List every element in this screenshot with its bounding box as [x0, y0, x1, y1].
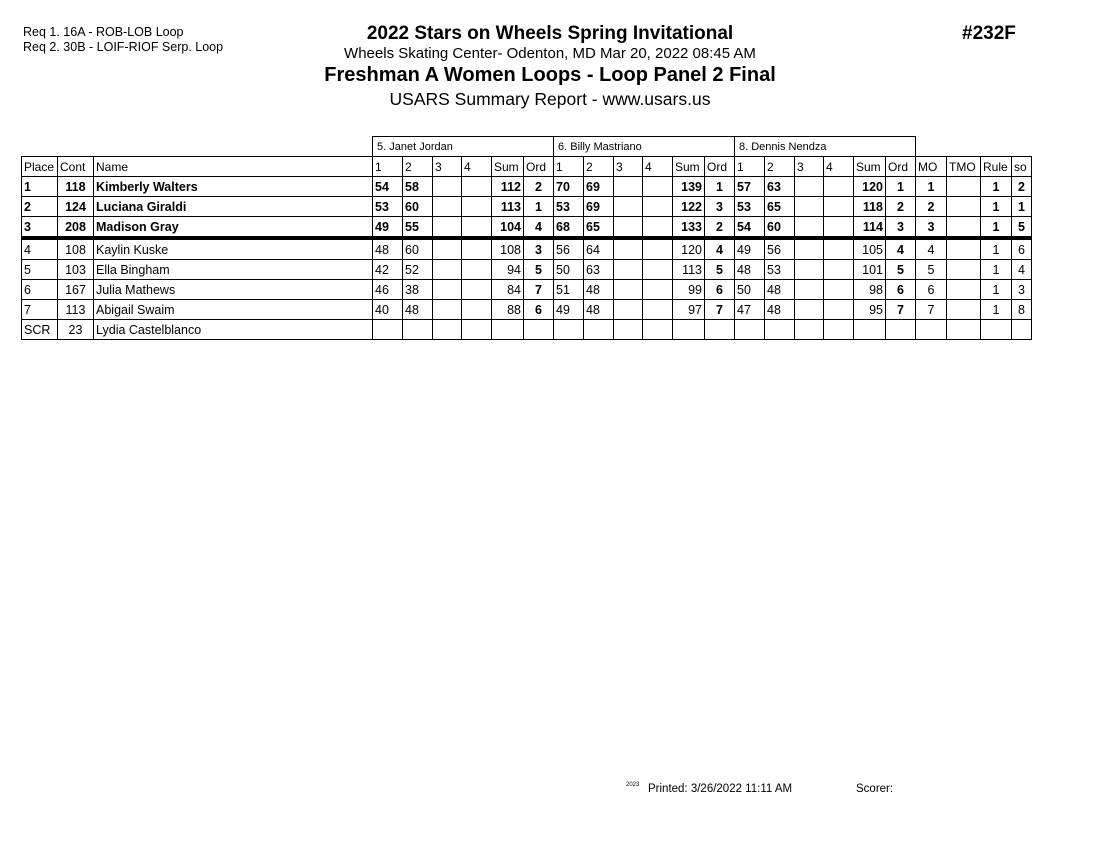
- judge-score-cell: 139: [673, 177, 705, 197]
- judge-score-cell: [886, 320, 916, 340]
- judge-score-cell: 48: [765, 300, 795, 320]
- judge-score-cell: 69: [584, 177, 614, 197]
- judge-score-cell: 70: [554, 177, 584, 197]
- judge-score-cell: [403, 320, 433, 340]
- judge-score-cell: 50: [554, 260, 584, 280]
- judge-score-cell: 48: [735, 260, 765, 280]
- judge-score-cell: [462, 300, 492, 320]
- place-cell: 4: [22, 238, 58, 260]
- requirement-1: Req 1. 16A - ROB-LOB Loop: [23, 25, 184, 39]
- judge-score-cell: 7: [886, 300, 916, 320]
- judge-score-cell: 47: [735, 300, 765, 320]
- judge-score-cell: [854, 320, 886, 340]
- column-header-so: so: [1012, 157, 1032, 177]
- column-header-rule: Rule: [981, 157, 1012, 177]
- judge-score-cell: [462, 238, 492, 260]
- judge-score-cell: 120: [854, 177, 886, 197]
- table-row: [22, 260, 1032, 280]
- column-header-judge-ord: Ord: [524, 157, 554, 177]
- judge-score-cell: [433, 197, 462, 217]
- column-header-tmo: TMO: [947, 157, 981, 177]
- judge-score-cell: [795, 300, 824, 320]
- column-header-judge-2: 2: [765, 157, 795, 177]
- judge-score-cell: 99: [673, 280, 705, 300]
- column-header-place: Place: [22, 157, 58, 177]
- judge-score-cell: 5: [705, 260, 735, 280]
- judge-score-cell: [824, 197, 854, 217]
- judge-score-cell: 68: [554, 217, 584, 239]
- report-title: USARS Summary Report - www.usars.us: [389, 89, 711, 109]
- judge-score-cell: [492, 320, 524, 340]
- tmo-cell: [947, 197, 981, 217]
- judge-score-cell: [643, 177, 673, 197]
- judge-score-cell: 53: [554, 197, 584, 217]
- place-cell: 5: [22, 260, 58, 280]
- so-cell: 2: [1012, 177, 1032, 197]
- judge-score-cell: [643, 238, 673, 260]
- judge-score-cell: 114: [854, 217, 886, 239]
- scorer-label: Scorer:: [856, 783, 894, 795]
- judge-score-cell: [614, 320, 643, 340]
- judge-score-cell: 1: [524, 197, 554, 217]
- judge-score-cell: 105: [854, 238, 886, 260]
- judge-score-cell: 49: [735, 238, 765, 260]
- column-header-judge-sum: Sum: [492, 157, 524, 177]
- judge-score-cell: 42: [373, 260, 403, 280]
- column-header-cont: Cont: [58, 157, 94, 177]
- judge-score-cell: 55: [403, 217, 433, 239]
- rule-cell: 1: [981, 197, 1012, 217]
- mo-cell: 6: [916, 280, 947, 300]
- judge-score-cell: 52: [403, 260, 433, 280]
- judge-score-cell: [643, 320, 673, 340]
- tmo-cell: [947, 260, 981, 280]
- judge-score-cell: 97: [673, 300, 705, 320]
- judge-score-cell: 95: [854, 300, 886, 320]
- judge-score-cell: [795, 197, 824, 217]
- judge-score-cell: [433, 320, 462, 340]
- contestant-number-cell: 118: [58, 177, 94, 197]
- rule-cell: 1: [981, 300, 1012, 320]
- column-header-judge-ord: Ord: [705, 157, 735, 177]
- skater-name-cell: Kaylin Kuske: [94, 238, 373, 260]
- judge-score-cell: [795, 260, 824, 280]
- table-row: [22, 217, 1032, 239]
- column-header-row: [22, 157, 1032, 177]
- column-header-judge-1: 1: [554, 157, 584, 177]
- mo-cell: [916, 320, 947, 340]
- judge-score-cell: [643, 280, 673, 300]
- judge-score-cell: [795, 238, 824, 260]
- tmo-cell: [947, 217, 981, 239]
- so-cell: 3: [1012, 280, 1032, 300]
- judge-score-cell: [673, 320, 705, 340]
- judge-score-cell: 113: [673, 260, 705, 280]
- judge-score-cell: 112: [492, 177, 524, 197]
- judge-score-cell: 118: [854, 197, 886, 217]
- judge-score-cell: [643, 260, 673, 280]
- so-cell: 4: [1012, 260, 1032, 280]
- judge-score-cell: [373, 320, 403, 340]
- judge-score-cell: 48: [584, 280, 614, 300]
- judge-score-cell: 64: [584, 238, 614, 260]
- so-cell: 5: [1012, 217, 1032, 239]
- judge-score-cell: [614, 217, 643, 239]
- judge-score-cell: 65: [584, 217, 614, 239]
- judge-score-cell: [462, 260, 492, 280]
- judge-score-cell: 1: [705, 177, 735, 197]
- judge-score-cell: 5: [886, 260, 916, 280]
- judge-score-cell: [433, 300, 462, 320]
- tmo-cell: [947, 300, 981, 320]
- judge-score-cell: 50: [735, 280, 765, 300]
- competition-title: 2022 Stars on Wheels Spring Invitational: [366, 23, 734, 44]
- judge-score-cell: 4: [524, 217, 554, 239]
- judge-score-cell: [614, 300, 643, 320]
- judge-score-cell: 48: [373, 238, 403, 260]
- skater-name-cell: Julia Mathews: [94, 280, 373, 300]
- table-row: [22, 300, 1032, 320]
- judge-score-cell: 4: [886, 238, 916, 260]
- column-header-judge-1: 1: [373, 157, 403, 177]
- contestant-number-cell: 103: [58, 260, 94, 280]
- judge-score-cell: [433, 177, 462, 197]
- rule-cell: 1: [981, 280, 1012, 300]
- column-header-judge-3: 3: [795, 157, 824, 177]
- skater-name-cell: Madison Gray: [94, 217, 373, 239]
- judge-score-cell: 53: [735, 197, 765, 217]
- tmo-cell: [947, 177, 981, 197]
- judge-score-cell: [824, 217, 854, 239]
- venue-line: Wheels Skating Center- Odenton, MD Mar 20, 2022 08:45 AM: [344, 45, 756, 62]
- judge-score-cell: 46: [373, 280, 403, 300]
- judge-score-cell: [824, 177, 854, 197]
- judge-score-cell: [614, 197, 643, 217]
- judge-score-cell: 113: [492, 197, 524, 217]
- judge-score-cell: 56: [554, 238, 584, 260]
- judge-score-cell: 88: [492, 300, 524, 320]
- contestant-number-cell: 124: [58, 197, 94, 217]
- contestant-number-cell: 113: [58, 300, 94, 320]
- skater-name-cell: Lydia Castelblanco: [94, 320, 373, 340]
- column-header-judge-1: 1: [735, 157, 765, 177]
- judge-score-cell: [462, 177, 492, 197]
- table-row: [22, 280, 1032, 300]
- judge-score-cell: 120: [673, 238, 705, 260]
- rule-cell: 1: [981, 177, 1012, 197]
- mo-cell: 4: [916, 238, 947, 260]
- judge-score-cell: [705, 320, 735, 340]
- table-row: [22, 238, 1032, 260]
- contestant-number-cell: 108: [58, 238, 94, 260]
- judge-score-cell: [824, 260, 854, 280]
- contestant-number-cell: 167: [58, 280, 94, 300]
- place-cell: 3: [22, 217, 58, 239]
- judge-name: 8. Dennis Nendza: [735, 137, 916, 157]
- judge-score-cell: [462, 320, 492, 340]
- so-cell: 8: [1012, 300, 1032, 320]
- rule-cell: 1: [981, 217, 1012, 239]
- judge-score-cell: [795, 320, 824, 340]
- so-cell: [1012, 320, 1032, 340]
- judge-score-cell: [765, 320, 795, 340]
- judge-score-cell: 7: [705, 300, 735, 320]
- place-cell: 6: [22, 280, 58, 300]
- judge-score-cell: 2: [524, 177, 554, 197]
- judge-score-cell: 54: [735, 217, 765, 239]
- judge-score-cell: 57: [735, 177, 765, 197]
- judge-score-cell: 60: [403, 238, 433, 260]
- judge-score-cell: 6: [524, 300, 554, 320]
- judge-score-cell: [824, 238, 854, 260]
- printed-timestamp: Printed: 3/26/2022 11:11 AM: [648, 783, 793, 795]
- judge-score-cell: 98: [854, 280, 886, 300]
- table-row: [22, 197, 1032, 217]
- judge-score-cell: 6: [705, 280, 735, 300]
- judge-header-row: [22, 137, 1032, 157]
- judge-score-cell: 48: [403, 300, 433, 320]
- judge-row-spacer: [916, 137, 1032, 157]
- judge-score-cell: 48: [584, 300, 614, 320]
- requirement-2: Req 2. 30B - LOIF-RIOF Serp. Loop: [23, 40, 224, 54]
- contestant-number-cell: 208: [58, 217, 94, 239]
- column-header-name: Name: [94, 157, 373, 177]
- judge-score-cell: 38: [403, 280, 433, 300]
- mo-cell: 7: [916, 300, 947, 320]
- column-header-mo: MO: [916, 157, 947, 177]
- judge-score-cell: 104: [492, 217, 524, 239]
- judge-score-cell: [584, 320, 614, 340]
- tmo-cell: [947, 320, 981, 340]
- rule-cell: 1: [981, 260, 1012, 280]
- judge-score-cell: [433, 238, 462, 260]
- column-header-judge-2: 2: [403, 157, 433, 177]
- judge-score-cell: 54: [373, 177, 403, 197]
- judge-score-cell: 53: [765, 260, 795, 280]
- column-header-judge-3: 3: [433, 157, 462, 177]
- judge-score-cell: 7: [524, 280, 554, 300]
- judge-score-cell: [795, 217, 824, 239]
- judge-score-cell: 101: [854, 260, 886, 280]
- tmo-cell: [947, 280, 981, 300]
- judge-score-cell: 3: [886, 217, 916, 239]
- judge-score-cell: [824, 300, 854, 320]
- place-cell: 7: [22, 300, 58, 320]
- skater-name-cell: Kimberly Walters: [94, 177, 373, 197]
- judge-score-cell: 6: [886, 280, 916, 300]
- skater-name-cell: Ella Bingham: [94, 260, 373, 280]
- rule-cell: 1: [981, 238, 1012, 260]
- judge-score-cell: 3: [705, 197, 735, 217]
- rule-cell: [981, 320, 1012, 340]
- table-row: [22, 320, 1032, 340]
- judge-score-cell: 94: [492, 260, 524, 280]
- table-row: [22, 177, 1032, 197]
- judge-score-cell: [433, 260, 462, 280]
- requirements-list: [23, 25, 223, 55]
- judge-score-cell: [795, 177, 824, 197]
- event-title: Freshman A Women Loops - Loop Panel 2 Final: [324, 64, 776, 86]
- judge-score-cell: 51: [554, 280, 584, 300]
- column-header-judge-sum: Sum: [854, 157, 886, 177]
- judge-score-cell: [462, 280, 492, 300]
- judge-name: 6. Billy Mastriano: [554, 137, 735, 157]
- column-header-judge-4: 4: [462, 157, 492, 177]
- judge-score-cell: [433, 217, 462, 239]
- skater-name-cell: Luciana Giraldi: [94, 197, 373, 217]
- judge-score-cell: 63: [584, 260, 614, 280]
- judge-score-cell: 40: [373, 300, 403, 320]
- place-cell: 2: [22, 197, 58, 217]
- mo-cell: 1: [916, 177, 947, 197]
- judge-score-cell: [462, 217, 492, 239]
- judge-score-cell: 49: [554, 300, 584, 320]
- results-table: [21, 136, 1032, 340]
- judge-score-cell: 122: [673, 197, 705, 217]
- column-header-judge-ord: Ord: [886, 157, 916, 177]
- mo-cell: 2: [916, 197, 947, 217]
- judge-score-cell: [614, 238, 643, 260]
- so-cell: 6: [1012, 238, 1032, 260]
- column-header-judge-2: 2: [584, 157, 614, 177]
- judge-score-cell: 60: [765, 217, 795, 239]
- judge-score-cell: [643, 300, 673, 320]
- so-cell: 1: [1012, 197, 1032, 217]
- column-header-judge-4: 4: [643, 157, 673, 177]
- judge-score-cell: 69: [584, 197, 614, 217]
- judge-score-cell: [735, 320, 765, 340]
- column-header-judge-3: 3: [614, 157, 643, 177]
- judge-score-cell: [433, 280, 462, 300]
- judge-score-cell: 2: [705, 217, 735, 239]
- column-header-judge-4: 4: [824, 157, 854, 177]
- judge-score-cell: 48: [765, 280, 795, 300]
- skater-name-cell: Abigail Swaim: [94, 300, 373, 320]
- judge-score-cell: [824, 320, 854, 340]
- judge-score-cell: 60: [403, 197, 433, 217]
- judge-score-cell: 65: [765, 197, 795, 217]
- judge-score-cell: 5: [524, 260, 554, 280]
- judge-score-cell: 133: [673, 217, 705, 239]
- judge-score-cell: [795, 280, 824, 300]
- judge-score-cell: [824, 280, 854, 300]
- judge-score-cell: [462, 197, 492, 217]
- judge-score-cell: [524, 320, 554, 340]
- column-header-judge-sum: Sum: [673, 157, 705, 177]
- mo-cell: 3: [916, 217, 947, 239]
- judge-score-cell: 2: [886, 197, 916, 217]
- judge-score-cell: [643, 197, 673, 217]
- judge-score-cell: 53: [373, 197, 403, 217]
- judge-name: 5. Janet Jordan: [373, 137, 554, 157]
- judge-score-cell: [614, 177, 643, 197]
- judge-score-cell: 58: [403, 177, 433, 197]
- judge-score-cell: [554, 320, 584, 340]
- event-number: #232F: [962, 23, 1016, 44]
- judge-score-cell: [643, 217, 673, 239]
- contestant-number-cell: 23: [58, 320, 94, 340]
- judge-score-cell: 3: [524, 238, 554, 260]
- place-cell: 1: [22, 177, 58, 197]
- judge-score-cell: 108: [492, 238, 524, 260]
- mo-cell: 5: [916, 260, 947, 280]
- judge-score-cell: 56: [765, 238, 795, 260]
- judge-score-cell: [614, 280, 643, 300]
- footer-mark: 2023: [626, 782, 640, 788]
- judge-score-cell: [614, 260, 643, 280]
- tmo-cell: [947, 238, 981, 260]
- place-cell: SCR: [22, 320, 58, 340]
- judge-score-cell: 4: [705, 238, 735, 260]
- judge-score-cell: 1: [886, 177, 916, 197]
- judge-score-cell: 63: [765, 177, 795, 197]
- judge-row-spacer: [22, 137, 373, 157]
- judge-score-cell: 84: [492, 280, 524, 300]
- judge-score-cell: 49: [373, 217, 403, 239]
